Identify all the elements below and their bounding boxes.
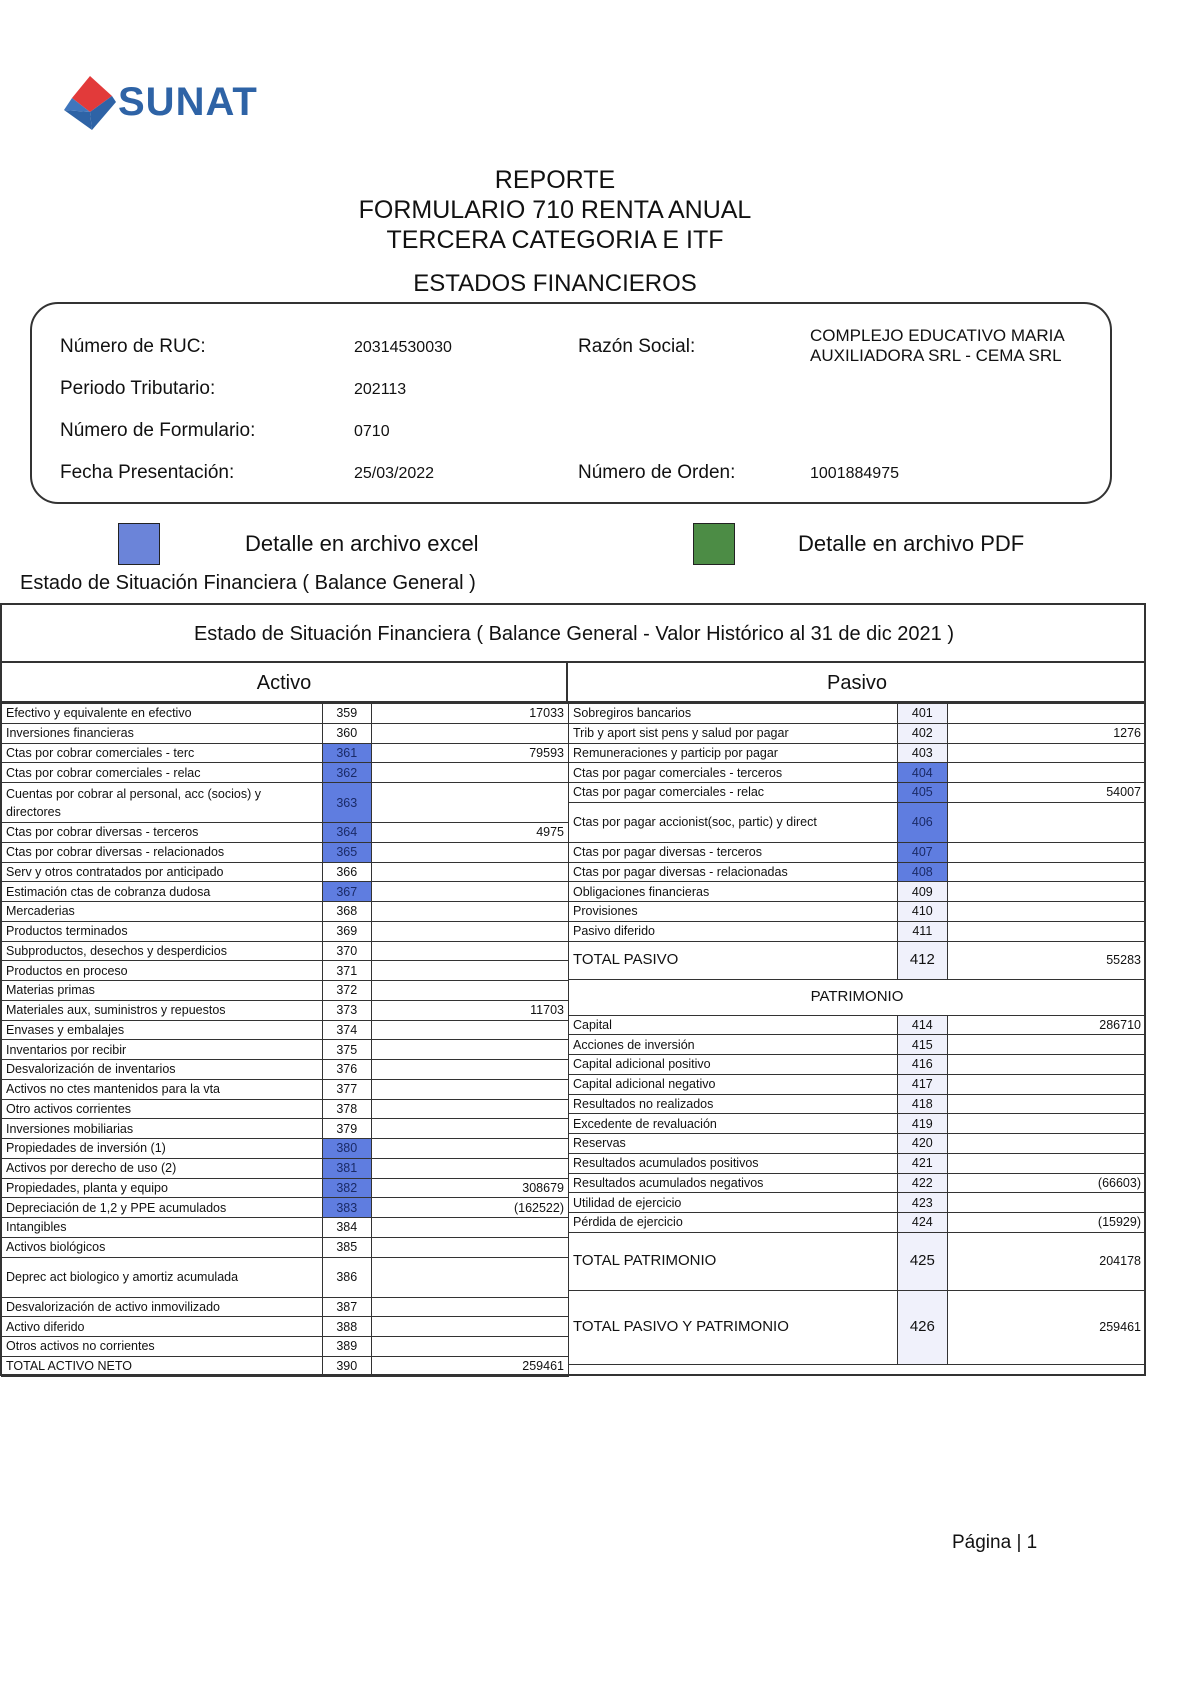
activo-row [2, 1119, 569, 1139]
activo-label: Activos por derecho de uso (2) [2, 1158, 323, 1178]
pasivo-code: 408 [897, 862, 947, 882]
activo-value [371, 1218, 568, 1238]
activo-label: Inventarios por recibir [2, 1040, 323, 1060]
pasivo-label: Ctas por pagar comerciales - relac [569, 783, 898, 803]
pasivo-value [947, 862, 1145, 882]
activo-value [371, 1237, 568, 1257]
total-pasivo-patrimonio-code: 426 [897, 1290, 947, 1364]
pasivo-row [569, 723, 1146, 743]
activo-label: Depreciación de 1,2 y PPE acumulados [2, 1198, 323, 1218]
pasivo-row [569, 704, 1146, 724]
patrimonio-label: Capital adicional positivo [569, 1055, 898, 1075]
patrimonio-row [569, 1114, 1146, 1134]
activo-label: TOTAL ACTIVO NETO [2, 1356, 323, 1376]
pasivo-code: 402 [897, 723, 947, 743]
activo-value [371, 921, 568, 941]
patrimonio-label: Acciones de inversión [569, 1035, 898, 1055]
excel-legend-swatch [118, 523, 160, 565]
activo-table [1, 703, 569, 1377]
pasivo-value [947, 842, 1145, 862]
pasivo-label: Pasivo diferido [569, 921, 898, 941]
patrimonio-code: 418 [897, 1094, 947, 1114]
patrimonio-code: 415 [897, 1035, 947, 1055]
activo-value: 259461 [371, 1356, 568, 1376]
activo-code: 363 [322, 783, 371, 823]
activo-value [371, 842, 568, 862]
activo-code: 359 [322, 704, 371, 724]
patrimonio-row [569, 1015, 1146, 1035]
activo-code: 379 [322, 1119, 371, 1139]
patrimonio-value [947, 1134, 1145, 1154]
activo-row [2, 823, 569, 843]
activo-value [371, 862, 568, 882]
patrimonio-code: 417 [897, 1074, 947, 1094]
activo-code: 378 [322, 1099, 371, 1119]
pasivo-label: Ctas por pagar diversas - terceros [569, 842, 898, 862]
activo-value [371, 763, 568, 783]
taxpayer-info-box [30, 302, 1112, 504]
periodo-label: Periodo Tributario: [60, 378, 216, 399]
activo-code: 376 [322, 1060, 371, 1080]
patrimonio-row [569, 1055, 1146, 1075]
section-title: Estado de Situación Financiera ( Balance General ) [20, 572, 476, 594]
total-pasivo-patrimonio-row [569, 1290, 1146, 1364]
total-pasivo-row [569, 941, 1146, 979]
activo-row [2, 783, 569, 823]
activo-value [371, 882, 568, 902]
activo-row [2, 1297, 569, 1317]
activo-row [2, 743, 569, 763]
orden-value: 1001884975 [810, 465, 899, 482]
activo-label: Propiedades de inversión (1) [2, 1139, 323, 1159]
activo-code: 375 [322, 1040, 371, 1060]
activo-code: 365 [322, 842, 371, 862]
activo-header: Activo [2, 663, 568, 703]
activo-code: 383 [322, 1198, 371, 1218]
activo-row [2, 1040, 569, 1060]
activo-row [2, 723, 569, 743]
sunat-logo-icon [62, 72, 122, 138]
orden-label: Número de Orden: [578, 462, 736, 483]
patrimonio-label: Pérdida de ejercicio [569, 1213, 898, 1233]
activo-label: Desvalorización de activo inmovilizado [2, 1297, 323, 1317]
pasivo-label: Ctas por pagar accionist(soc, partic) y direct [569, 802, 898, 842]
patrimonio-value [947, 1114, 1145, 1134]
activo-code: 390 [322, 1356, 371, 1376]
activo-label: Productos en proceso [2, 961, 323, 981]
report-title: REPORTE [494, 166, 616, 194]
activo-code: 389 [322, 1337, 371, 1357]
activo-value [371, 902, 568, 922]
patrimonio-header: PATRIMONIO [569, 979, 1146, 1015]
pasivo-label: Ctas por pagar diversas - relacionadas [569, 862, 898, 882]
patrimonio-value [947, 1035, 1145, 1055]
report-subtitle: ESTADOS FINANCIEROS [413, 270, 697, 297]
activo-value [371, 1139, 568, 1159]
pasivo-code: 403 [897, 743, 947, 763]
pasivo-value [947, 802, 1145, 842]
activo-label: Activos no ctes mantenidos para la vta [2, 1079, 323, 1099]
patrimonio-code: 424 [897, 1213, 947, 1233]
patrimonio-code: 422 [897, 1173, 947, 1193]
activo-value [371, 941, 568, 961]
activo-label: Inversiones financieras [2, 723, 323, 743]
activo-code: 370 [322, 941, 371, 961]
activo-code: 382 [322, 1178, 371, 1198]
patrimonio-code: 420 [897, 1134, 947, 1154]
activo-value [371, 1158, 568, 1178]
activo-value: 79593 [371, 743, 568, 763]
activo-label: Otros activos no corrientes [2, 1337, 323, 1357]
activo-value [371, 1060, 568, 1080]
patrimonio-code: 419 [897, 1114, 947, 1134]
activo-code: 366 [322, 862, 371, 882]
pasivo-row [569, 921, 1146, 941]
activo-label: Activo diferido [2, 1317, 323, 1337]
periodo-value: 202113 [354, 381, 407, 398]
patrimonio-row [569, 1173, 1146, 1193]
activo-label: Subproductos, desechos y desperdicios [2, 941, 323, 961]
patrimonio-code: 423 [897, 1193, 947, 1213]
patrimonio-row [569, 1134, 1146, 1154]
activo-row [2, 1317, 569, 1337]
activo-code: 387 [322, 1297, 371, 1317]
pasivo-value: 1276 [947, 723, 1145, 743]
activo-row [2, 1198, 569, 1218]
sunat-logo [62, 72, 292, 142]
ruc-label: Número de RUC: [60, 336, 206, 357]
activo-code: 369 [322, 921, 371, 941]
pdf-legend-swatch [693, 523, 735, 565]
activo-label: Cuentas por cobrar al personal, acc (socios) y directores [2, 783, 323, 823]
activo-value: (162522) [371, 1198, 568, 1218]
activo-code: 384 [322, 1218, 371, 1238]
patrimonio-label: Resultados no realizados [569, 1094, 898, 1114]
activo-label: Desvalorización de inventarios [2, 1060, 323, 1080]
activo-value: 4975 [371, 823, 568, 843]
activo-label: Ctas por cobrar comerciales - terc [2, 743, 323, 763]
report-form-title: FORMULARIO 710 RENTA ANUAL [358, 196, 752, 224]
table-caption: Estado de Situación Financiera ( Balance General - Valor Histórico al 31 de dic 2021 ) [2, 605, 1146, 663]
pasivo-label: Obligaciones financieras [569, 882, 898, 902]
pasivo-row [569, 902, 1146, 922]
activo-value [371, 1257, 568, 1297]
patrimonio-row [569, 1193, 1146, 1213]
patrimonio-value [947, 1153, 1145, 1173]
activo-value [371, 1337, 568, 1357]
pasivo-row [569, 842, 1146, 862]
pasivo-label: Trib y aport sist pens y salud por pagar [569, 723, 898, 743]
report-category-title: TERCERA CATEGORIA E ITF [386, 226, 724, 254]
activo-row [2, 941, 569, 961]
activo-label: Serv y otros contratados por anticipado [2, 862, 323, 882]
total-pasivo-code: 412 [897, 941, 947, 979]
pasivo-code: 401 [897, 704, 947, 724]
activo-label: Efectivo y equivalente en efectivo [2, 704, 323, 724]
patrimonio-label: Capital adicional negativo [569, 1074, 898, 1094]
razon-social-label: Razón Social: [578, 336, 696, 357]
ruc-value: 20314530030 [354, 339, 452, 356]
activo-value [371, 1119, 568, 1139]
pasivo-row [569, 802, 1146, 842]
activo-row [2, 981, 569, 1001]
pasivo-label: Remuneraciones y particip por pagar [569, 743, 898, 763]
activo-row [2, 1257, 569, 1297]
pasivo-code: 406 [897, 802, 947, 842]
razon-social-value-line1: COMPLEJO EDUCATIVO MARIA [810, 326, 1065, 345]
pasivo-value [947, 704, 1145, 724]
pasivo-header: Pasivo [568, 663, 1146, 703]
activo-label: Deprec act biologico y amortiz acumulada [2, 1257, 323, 1297]
pasivo-value [947, 921, 1145, 941]
patrimonio-value: (66603) [947, 1173, 1145, 1193]
fecha-label: Fecha Presentación: [60, 462, 235, 483]
patrimonio-code: 421 [897, 1153, 947, 1173]
formulario-value: 0710 [354, 423, 390, 440]
activo-row [2, 1178, 569, 1198]
activo-value [371, 1020, 568, 1040]
activo-row [2, 763, 569, 783]
pasivo-label: Sobregiros bancarios [569, 704, 898, 724]
patrimonio-code: 414 [897, 1015, 947, 1035]
activo-code: 371 [322, 961, 371, 981]
activo-row [2, 1158, 569, 1178]
activo-value: 11703 [371, 1000, 568, 1020]
pasivo-label: Provisiones [569, 902, 898, 922]
activo-label: Estimación ctas de cobranza dudosa [2, 882, 323, 902]
activo-code: 386 [322, 1257, 371, 1297]
patrimonio-label: Capital [569, 1015, 898, 1035]
patrimonio-row [569, 1074, 1146, 1094]
excel-legend-label: Detalle en archivo excel [245, 531, 479, 556]
pasivo-code: 411 [897, 921, 947, 941]
activo-row [2, 1337, 569, 1357]
patrimonio-row [569, 1153, 1146, 1173]
activo-label: Envases y embalajes [2, 1020, 323, 1040]
patrimonio-header-row [569, 979, 1146, 1015]
activo-label: Ctas por cobrar diversas - terceros [2, 823, 323, 843]
activo-row [2, 1218, 569, 1238]
pasivo-code: 407 [897, 842, 947, 862]
formulario-label: Número de Formulario: [60, 420, 256, 441]
activo-code: 381 [322, 1158, 371, 1178]
activo-code: 388 [322, 1317, 371, 1337]
pasivo-row [569, 743, 1146, 763]
total-pasivo-value: 55283 [947, 941, 1145, 979]
activo-row [2, 1000, 569, 1020]
activo-row [2, 1099, 569, 1119]
total-pasivo-label: TOTAL PASIVO [569, 941, 898, 979]
pasivo-row [569, 862, 1146, 882]
pasivo-value [947, 763, 1145, 783]
activo-label: Inversiones mobiliarias [2, 1119, 323, 1139]
activo-code: 377 [322, 1079, 371, 1099]
logo-text: SUNAT [118, 80, 258, 124]
pasivo-row [569, 783, 1146, 803]
patrimonio-label: Excedente de revaluación [569, 1114, 898, 1134]
balance-sheet-table [0, 603, 1146, 1376]
pasivo-code: 405 [897, 783, 947, 803]
pasivo-code: 404 [897, 763, 947, 783]
pasivo-table [568, 703, 1146, 1365]
activo-value: 17033 [371, 704, 568, 724]
activo-row [2, 1079, 569, 1099]
activo-code: 374 [322, 1020, 371, 1040]
pasivo-label: Ctas por pagar comerciales - terceros [569, 763, 898, 783]
activo-row [2, 1020, 569, 1040]
page-number: Página | 1 [952, 1532, 1038, 1553]
patrimonio-label: Utilidad de ejercicio [569, 1193, 898, 1213]
patrimonio-row [569, 1213, 1146, 1233]
activo-value [371, 1079, 568, 1099]
pasivo-value [947, 743, 1145, 763]
patrimonio-label: Resultados acumulados negativos [569, 1173, 898, 1193]
activo-label: Mercaderias [2, 902, 323, 922]
activo-row [2, 902, 569, 922]
pasivo-value: 54007 [947, 783, 1145, 803]
patrimonio-code: 416 [897, 1055, 947, 1075]
patrimonio-value [947, 1074, 1145, 1094]
pasivo-value [947, 902, 1145, 922]
activo-code: 372 [322, 981, 371, 1001]
activo-row [2, 704, 569, 724]
activo-row [2, 862, 569, 882]
activo-row [2, 1356, 569, 1376]
activo-value [371, 981, 568, 1001]
activo-row [2, 1060, 569, 1080]
activo-label: Ctas por cobrar diversas - relacionados [2, 842, 323, 862]
activo-value [371, 723, 568, 743]
pasivo-row [569, 882, 1146, 902]
patrimonio-label: Resultados acumulados positivos [569, 1153, 898, 1173]
activo-label: Activos biológicos [2, 1237, 323, 1257]
activo-code: 385 [322, 1237, 371, 1257]
activo-value [371, 783, 568, 823]
patrimonio-value [947, 1055, 1145, 1075]
activo-code: 367 [322, 882, 371, 902]
razon-social-value-line2: AUXILIADORA SRL - CEMA SRL [810, 346, 1062, 365]
activo-label: Materiales aux, suministros y repuestos [2, 1000, 323, 1020]
activo-label: Otro activos corrientes [2, 1099, 323, 1119]
activo-row [2, 882, 569, 902]
pasivo-value [947, 882, 1145, 902]
patrimonio-row [569, 1094, 1146, 1114]
activo-row [2, 842, 569, 862]
activo-code: 364 [322, 823, 371, 843]
activo-label: Propiedades, planta y equipo [2, 1178, 323, 1198]
activo-value [371, 1297, 568, 1317]
activo-row [2, 961, 569, 981]
activo-value [371, 1099, 568, 1119]
activo-code: 360 [322, 723, 371, 743]
activo-value: 308679 [371, 1178, 568, 1198]
fecha-value: 25/03/2022 [354, 465, 435, 482]
total-patrimonio-value: 204178 [947, 1232, 1145, 1290]
patrimonio-row [569, 1035, 1146, 1055]
activo-code: 362 [322, 763, 371, 783]
total-patrimonio-label: TOTAL PATRIMONIO [569, 1232, 898, 1290]
pasivo-code: 409 [897, 882, 947, 902]
activo-code: 373 [322, 1000, 371, 1020]
activo-label: Productos terminados [2, 921, 323, 941]
activo-code: 361 [322, 743, 371, 763]
activo-code: 368 [322, 902, 371, 922]
pasivo-row [569, 763, 1146, 783]
activo-label: Materias primas [2, 981, 323, 1001]
activo-label: Intangibles [2, 1218, 323, 1238]
total-patrimonio-code: 425 [897, 1232, 947, 1290]
total-pasivo-patrimonio-label: TOTAL PASIVO Y PATRIMONIO [569, 1290, 898, 1364]
activo-row [2, 1237, 569, 1257]
patrimonio-value [947, 1094, 1145, 1114]
activo-row [2, 1139, 569, 1159]
activo-value [371, 1040, 568, 1060]
activo-code: 380 [322, 1139, 371, 1159]
patrimonio-label: Reservas [569, 1134, 898, 1154]
activo-value [371, 961, 568, 981]
patrimonio-value: (15929) [947, 1213, 1145, 1233]
patrimonio-value [947, 1193, 1145, 1213]
activo-label: Ctas por cobrar comerciales - relac [2, 763, 323, 783]
activo-row [2, 921, 569, 941]
patrimonio-value: 286710 [947, 1015, 1145, 1035]
pdf-legend-label: Detalle en archivo PDF [798, 531, 1025, 556]
total-pasivo-patrimonio-value: 259461 [947, 1290, 1145, 1364]
total-patrimonio-row [569, 1232, 1146, 1290]
activo-value [371, 1317, 568, 1337]
pasivo-code: 410 [897, 902, 947, 922]
